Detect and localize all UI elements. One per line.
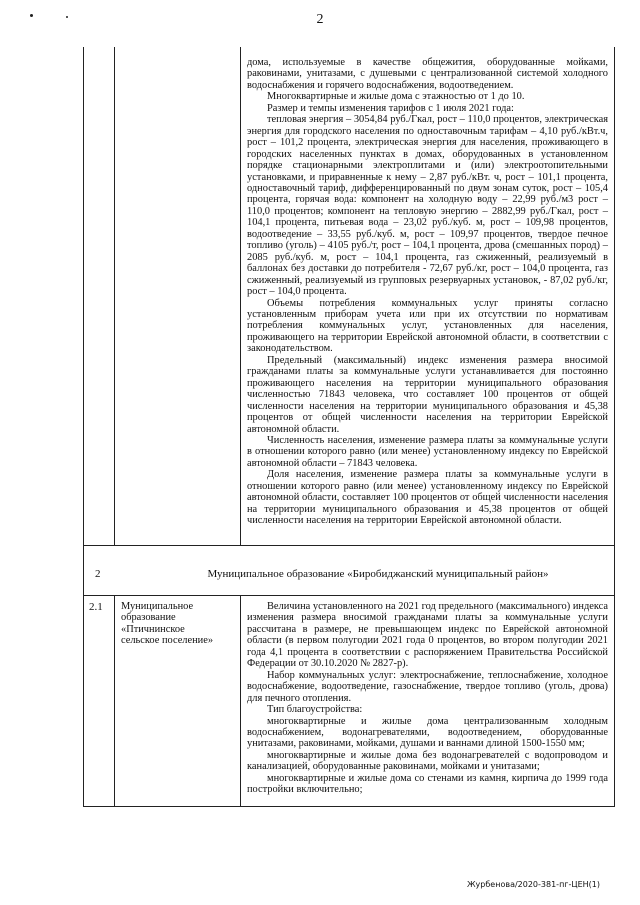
municipality-name: [121, 601, 239, 647]
paragraph: многоквартирные и жилые дома без водонагревателей с водопроводом и канализацией, оборудованные раковинами, мойками и унитазами;: [247, 749, 608, 773]
municipality-line: «Птичнинское: [121, 623, 185, 635]
row2-title: Муниципальное образование «Биробиджанский муниципальный район»: [207, 568, 549, 580]
row1-description: [247, 57, 608, 527]
table-column-divider: [114, 595, 115, 807]
paragraph: многоквартирные и жилые дома со стенами из камня, кирпича до 1999 года постройки включительно;: [247, 772, 608, 796]
tariff-table: [83, 47, 615, 807]
paragraph: тепловая энергия – 3054,84 руб./Гкал, рост – 110,0 процентов, электрическая энергия для городского населения по одноставочным тарифам – 4,10 руб./кВт.ч, рост – 101,2 процента, электрическая энергия для населения, проживающего в городских населенных пунктах в домах, оборудованных в установленном порядке стационарными электроплитами и (или) электроотопительными установками, и приравненные к нему – 2,87 руб./кВт. ч, рост – 101,1 процента, одноставочный тариф, дифференцированный по двум зонам суток, рост – 105,4 процента, горячая вода: компонент на холодную воду – 22,99 руб./м3 рост – 110,0 процентов; компонент на тепловую энергию – 2882,99 руб./Гкал, рост – 104,1 процента, питьевая вода – 23,02 руб./куб. м, рост – 109,98 процентов, водоотведение – 33,55 руб./куб. м, рост – 109,97 процентов, твердое печное топливо (уголь) – 4105 руб./т, рост – 104,1 процента, дрова (смешанных пород) – 2085 руб./куб. м, рост – 104,1 процента, газ сжиженный, реализуемый в баллонах без доставки до потребителя - 72,67 руб./кг, рост – 104,0 процента, газ сжиженный, реализуемый из групповых резервуарных установок, - 87,02 руб./кг, рост – 104,0 процента.: [247, 114, 608, 298]
paragraph: Доля населения, изменение размера платы за коммунальные услуги в отношении которого равно (или менее) установленному индексу по Еврейской автономной области, составляет 100 процентов от общей численности населения на территории муниципального образования и 45,38 процентов от общей численности населения на территории Еврейской автономной области.: [247, 469, 608, 527]
paragraph: Многоквартирные и жилые дома с этажностью от 1 до 10.: [267, 91, 525, 103]
paragraph: Набор коммунальных услуг: электроснабжение, теплоснабжение, холодное водоснабжение, водоотведение, газоснабжение, твердое топливо (уголь, дрова) для печного отопления.: [247, 669, 608, 704]
paragraph: Размер и темпы изменения тарифов с 1 июля 2021 года:: [267, 102, 514, 114]
table-column-divider: [240, 47, 241, 545]
row21-description: [247, 601, 608, 796]
municipality-line: Муниципальное: [121, 601, 194, 612]
municipality-line: образование: [121, 612, 176, 624]
table-border-left: [83, 47, 84, 807]
paragraph: Объемы потребления коммунальных услуг приняты согласно установленным приборам учета или при их отсутствии по нормативам потребления коммунальных услуг, установленных для населения, проживающего на территории Еврейской автономной области, в соответствии с законодательством.: [247, 297, 608, 355]
paragraph: многоквартирные и жилые дома централизованным холодным водоснабжением, водонагревателями, водоотведением, оборудованные унитазами, раковинами, мойками, душами и ваннами длиной 1500-1550 мм;: [247, 715, 608, 750]
table-border-bottom: [83, 806, 615, 807]
row21-number: 2.1: [89, 601, 103, 613]
table-column-divider: [240, 595, 241, 807]
row-divider: [83, 595, 615, 596]
table-column-divider: [114, 47, 115, 545]
paragraph: Предельный (максимальный) индекс изменения размера вносимой гражданами платы за коммунальные услуги устанавливается для постоянно проживающего населения на территории муниципального образования численностью 71843 человека, что составляет 100 процентов от общей численности населения на территории муниципального образования и 45,38 процентов от общей численности населения на территории Еврейской автономной области.: [247, 354, 608, 435]
paragraph: дома, используемые в качестве общежития, оборудованные мойками, раковинами, унитазами, с душевыми с централизованной системой холодного водоснабжения и горячего водоснабжения, водоотведением.: [247, 57, 608, 91]
page-number: 2: [316, 12, 324, 27]
table-border-right: [614, 47, 615, 807]
row-divider: [83, 545, 615, 546]
paragraph: Величина установленного на 2021 год предельного (максимального) индекса изменения размера вносимой гражданами платы за коммунальные услуги рассчитана в размере, не превышающем индекс по Еврейской автономной области (в первом полугодии 2021 года 0 процентов, во втором полугодии 2021 года 4,1 процента в соответствии с распоряжением Правительства Российской Федерации от 30.10.2020 № 2827-р).: [247, 601, 608, 670]
paragraph: Численность населения, изменение размера платы за коммунальные услуги в отношении которого равно (или менее) установленному индексу по Еврейской автономной области – 71843 человека.: [247, 434, 608, 469]
row2-number: 2: [95, 568, 101, 580]
document-footer-code: Журбенова/2020-381-пг-ЦЕН(1): [466, 880, 600, 889]
paragraph: Тип благоустройства:: [267, 704, 363, 716]
municipality-line: сельское поселение»: [121, 635, 214, 647]
